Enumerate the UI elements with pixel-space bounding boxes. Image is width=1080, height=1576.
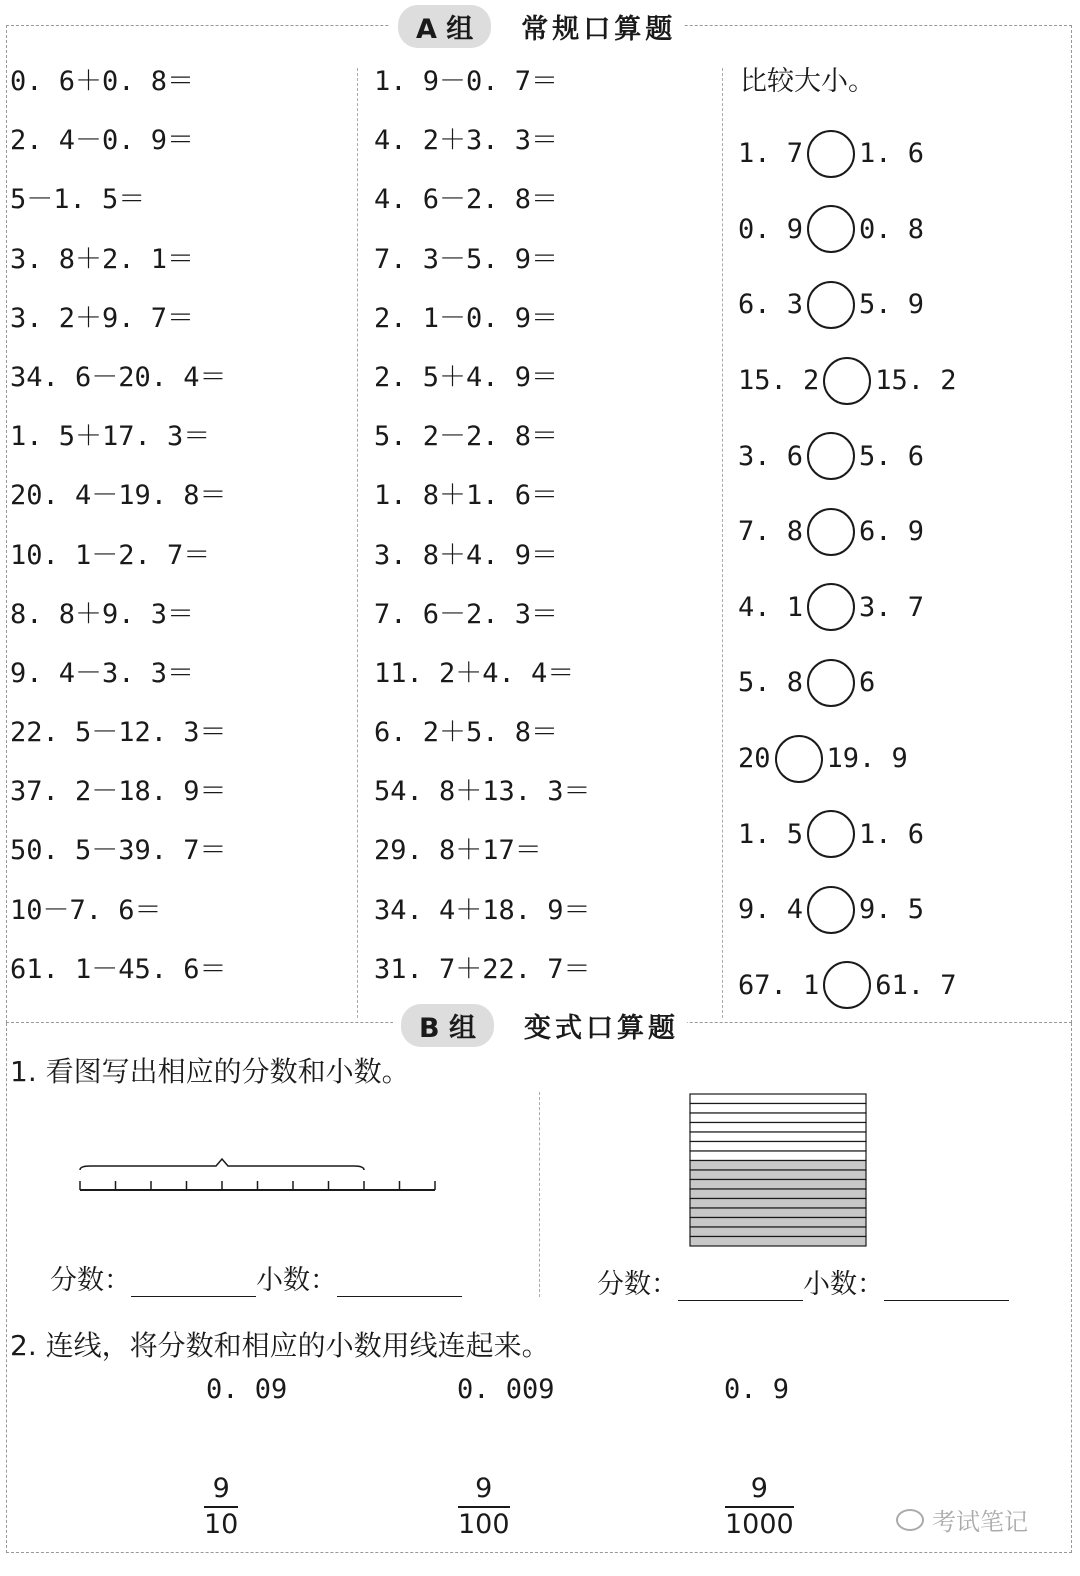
compare-left: 3. 6 <box>738 440 804 472</box>
q1a-answer-line <box>50 1258 462 1297</box>
fraction-numerator: 9 <box>750 1473 768 1504</box>
decimal-blank[interactable] <box>337 1270 462 1297</box>
compare-left: 67. 1 <box>738 969 820 1001</box>
compare-left: 1. 7 <box>738 138 804 170</box>
compare-left: 6. 3 <box>738 289 804 321</box>
blank-strip <box>690 1142 866 1152</box>
fraction-numerator: 9 <box>212 1473 230 1504</box>
compare-left: 4. 1 <box>738 591 804 623</box>
fraction-denominator: 100 <box>458 1509 510 1540</box>
compare-right: 0. 8 <box>859 213 925 245</box>
shaded-strip <box>690 1170 866 1180</box>
equation: 0. 6＋0. 8＝ <box>10 66 195 97</box>
watermark-text: 考试笔记 <box>932 1508 1028 1536</box>
answer-circle[interactable] <box>823 961 871 1009</box>
equation: 10－7. 6＝ <box>10 894 162 926</box>
group-a-label: A 组 <box>398 5 491 48</box>
equation: 6. 2＋5. 8＝ <box>374 717 559 749</box>
column-divider-1 <box>357 68 358 1018</box>
equation: 34. 4＋18. 9＝ <box>374 894 591 926</box>
group-b-label: B 组 <box>401 1004 494 1047</box>
compare-right: 6 <box>859 667 876 699</box>
answer-circle[interactable] <box>775 735 823 783</box>
number-line-figure <box>70 1150 450 1200</box>
blank-strip <box>690 1094 866 1104</box>
equation: 5－1. 5＝ <box>10 184 146 216</box>
blank-strip <box>690 1113 866 1123</box>
equation: 29. 8＋17＝ <box>374 835 542 867</box>
answer-circle[interactable] <box>807 583 855 631</box>
compare-left: 15. 2 <box>738 365 820 397</box>
fraction-label: 分数： <box>597 1269 678 1300</box>
compare-row <box>738 948 957 1024</box>
section-a-title: 常规口算题 <box>521 13 677 45</box>
answer-circle[interactable] <box>807 659 855 707</box>
equation-column-1 <box>10 58 227 1005</box>
compare-left: 20 <box>738 743 771 775</box>
shaded-strip <box>690 1237 866 1247</box>
equation: 1. 5＋17. 3＝ <box>10 421 211 453</box>
decimal-option[interactable]: 0. 09 <box>206 1374 288 1405</box>
compare-right: 5. 9 <box>859 289 925 321</box>
compare-row <box>738 116 957 192</box>
equation: 9. 4－3. 3＝ <box>10 657 195 689</box>
fraction-label: 分数： <box>50 1265 131 1296</box>
fraction-blank[interactable] <box>131 1270 256 1297</box>
section-b-banner <box>393 1005 687 1045</box>
compare-row <box>738 721 957 797</box>
equation: 50. 5－39. 7＝ <box>10 835 227 867</box>
compare-left: 1. 5 <box>738 818 804 850</box>
compare-row <box>738 192 957 268</box>
equation: 7. 6－2. 3＝ <box>374 598 559 630</box>
compare-row <box>738 872 957 948</box>
equation: 2. 1－0. 9＝ <box>374 302 559 334</box>
decimal-blank[interactable] <box>884 1274 1009 1301</box>
compare-row <box>738 645 957 721</box>
answer-circle[interactable] <box>807 432 855 480</box>
equation-column-2 <box>374 58 591 1005</box>
shaded-strip <box>690 1199 866 1209</box>
compare-right: 9. 5 <box>859 894 925 926</box>
equation: 1. 9－0. 7＝ <box>374 66 559 97</box>
strip-grid-figure <box>688 1092 870 1248</box>
blank-strip <box>690 1151 866 1161</box>
question-1: 1. 看图写出相应的分数和小数。 <box>10 1055 410 1088</box>
equation: 1. 8＋1. 6＝ <box>374 480 559 512</box>
strip-grid <box>690 1094 866 1246</box>
answer-circle[interactable] <box>807 810 855 858</box>
fraction-option[interactable] <box>725 1472 794 1542</box>
compare-right: 61. 7 <box>875 969 957 1001</box>
decimal-option[interactable]: 0. 9 <box>724 1374 790 1405</box>
equation: 3. 8＋4. 9＝ <box>374 539 559 571</box>
compare-right: 3. 7 <box>859 591 925 623</box>
equation: 2. 5＋4. 9＝ <box>374 361 559 393</box>
fraction-blank[interactable] <box>678 1274 803 1301</box>
equation: 61. 1－45. 6＝ <box>10 953 227 985</box>
compare-right: 6. 9 <box>859 516 925 548</box>
question-2: 2. 连线，将分数和相应的小数用线连起来。 <box>10 1329 550 1362</box>
compare-row <box>738 796 957 872</box>
fraction-option[interactable] <box>204 1472 238 1542</box>
equation: 8. 8＋9. 3＝ <box>10 598 195 630</box>
shaded-strip <box>690 1180 866 1190</box>
answer-circle[interactable] <box>807 508 855 556</box>
equation: 5. 2－2. 8＝ <box>374 421 559 453</box>
shaded-strip <box>690 1227 866 1237</box>
compare-left: 0. 9 <box>738 213 804 245</box>
compare-right: 19. 9 <box>826 743 908 775</box>
section-a-banner <box>390 6 684 46</box>
shaded-strip <box>690 1218 866 1228</box>
compare-row <box>738 267 957 343</box>
equation: 31. 7＋22. 7＝ <box>374 953 591 985</box>
blank-strip <box>690 1132 866 1142</box>
compare-row <box>738 570 957 646</box>
compare-right: 1. 6 <box>859 818 925 850</box>
shaded-strip <box>690 1208 866 1218</box>
shaded-strip <box>690 1161 866 1171</box>
question-1-divider <box>539 1092 540 1297</box>
decimal-label: 小数： <box>803 1269 884 1300</box>
equation: 7. 3－5. 9＝ <box>374 243 559 275</box>
compare-right: 5. 6 <box>859 440 925 472</box>
fraction-denominator: 1000 <box>725 1509 794 1540</box>
column-divider-2 <box>722 68 723 1018</box>
equation: 20. 4－19. 8＝ <box>10 480 227 512</box>
answer-circle[interactable] <box>807 205 855 253</box>
compare-left: 5. 8 <box>738 667 804 699</box>
compare-row <box>738 494 957 570</box>
equation: 22. 5－12. 3＝ <box>10 717 227 749</box>
section-b-title: 变式口算题 <box>523 1012 679 1044</box>
blank-strip <box>690 1123 866 1133</box>
equation: 3. 2＋9. 7＝ <box>10 302 195 334</box>
equation: 34. 6－20. 4＝ <box>10 361 227 393</box>
watermark <box>896 1502 1028 1537</box>
blank-strip <box>690 1104 866 1114</box>
ruler-brace <box>80 1159 364 1170</box>
equation: 10. 1－2. 7＝ <box>10 539 211 571</box>
fraction-denominator: 10 <box>204 1509 239 1540</box>
fraction-option[interactable] <box>458 1472 510 1542</box>
compare-left: 9. 4 <box>738 894 804 926</box>
wechat-icon <box>896 1509 924 1531</box>
ruler-ticks <box>80 1181 435 1190</box>
shaded-strip <box>690 1189 866 1199</box>
compare-row <box>738 343 957 419</box>
answer-circle[interactable] <box>807 130 855 178</box>
compare-column <box>738 116 957 1023</box>
answer-circle[interactable] <box>807 886 855 934</box>
compare-row <box>738 418 957 494</box>
equation: 4. 6－2. 8＝ <box>374 184 559 216</box>
compare-title: 比较大小。 <box>740 66 875 97</box>
compare-right: 15. 2 <box>875 365 957 397</box>
answer-circle[interactable] <box>807 281 855 329</box>
decimal-label: 小数： <box>256 1265 337 1296</box>
equation: 2. 4－0. 9＝ <box>10 125 195 157</box>
answer-circle[interactable] <box>823 357 871 405</box>
decimal-option[interactable]: 0. 009 <box>457 1374 555 1405</box>
compare-left: 7. 8 <box>738 516 804 548</box>
fraction-numerator: 9 <box>475 1473 493 1504</box>
equation: 4. 2＋3. 3＝ <box>374 125 559 157</box>
compare-right: 1. 6 <box>859 138 925 170</box>
equation: 54. 8＋13. 3＝ <box>374 776 591 808</box>
equation: 3. 8＋2. 1＝ <box>10 243 195 275</box>
equation: 37. 2－18. 9＝ <box>10 776 227 808</box>
equation: 11. 2＋4. 4＝ <box>374 657 575 689</box>
q1b-answer-line <box>597 1262 1009 1301</box>
